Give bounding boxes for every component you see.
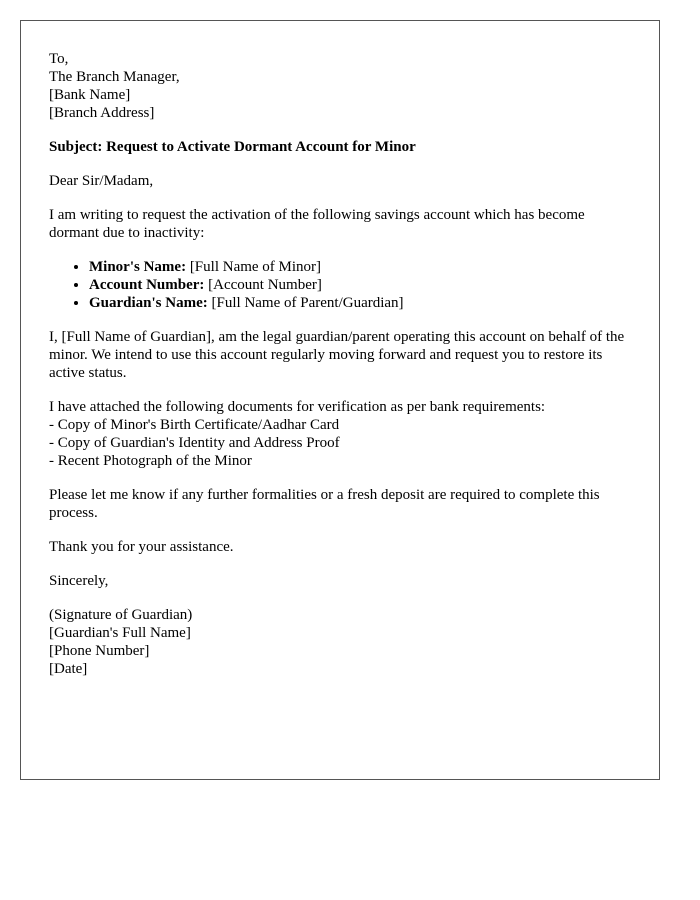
- request-paragraph: Please let me know if any further formalities or a fresh deposit are required to complete this process.: [49, 487, 600, 521]
- phone-number: [Phone Number]: [49, 643, 150, 659]
- document-item: - Copy of Guardian's Identity and Address Proof: [49, 435, 340, 451]
- account-number-value: [Account Number]: [204, 277, 322, 293]
- thanks-line: Thank you for your assistance.: [49, 539, 234, 555]
- guardian-name-label: Guardian's Name:: [89, 295, 208, 311]
- list-item-guardian-name: [89, 294, 631, 312]
- documents-intro: I have attached the following documents for verification as per bank requirements:: [49, 399, 546, 415]
- recipient-title: The Branch Manager,: [49, 69, 180, 85]
- recipient-address: [49, 50, 631, 122]
- guardian-statement-paragraph: I, [Full Name of Guardian], am the legal guardian/parent operating this account on behalf of the minor. We intend to use this account regularly moving forward and request you to restore its active status.: [49, 329, 625, 381]
- intro-paragraph: I am writing to request the activation of the following savings account which has become dormant due to inactivity:: [49, 207, 585, 241]
- recipient-branch-address: [Branch Address]: [49, 105, 155, 121]
- account-number-label: Account Number:: [89, 277, 205, 293]
- document-item: - Copy of Minor's Birth Certificate/Aadhar Card: [49, 417, 340, 433]
- document-item: - Recent Photograph of the Minor: [49, 453, 252, 469]
- minor-name-value: [Full Name of Minor]: [186, 259, 322, 275]
- list-item-minor-name: [89, 258, 631, 276]
- letter-date: [Date]: [49, 661, 88, 677]
- account-details-list: [49, 258, 631, 312]
- salutation: Dear Sir/Madam,: [49, 173, 154, 189]
- guardian-full-name: [Guardian's Full Name]: [49, 625, 191, 641]
- recipient-to: To,: [49, 51, 69, 67]
- closing-line: Sincerely,: [49, 573, 109, 589]
- recipient-bank-name: [Bank Name]: [49, 87, 131, 103]
- documents-section: [49, 398, 631, 470]
- list-item-account-number: [89, 276, 631, 294]
- signature-block: [49, 606, 631, 678]
- signature-placeholder: (Signature of Guardian): [49, 607, 193, 623]
- letter-subject: Subject: Request to Activate Dormant Account for Minor: [49, 139, 416, 155]
- guardian-name-value: [Full Name of Parent/Guardian]: [207, 295, 404, 311]
- minor-name-label: Minor's Name:: [89, 259, 187, 275]
- letter-page: [20, 20, 660, 780]
